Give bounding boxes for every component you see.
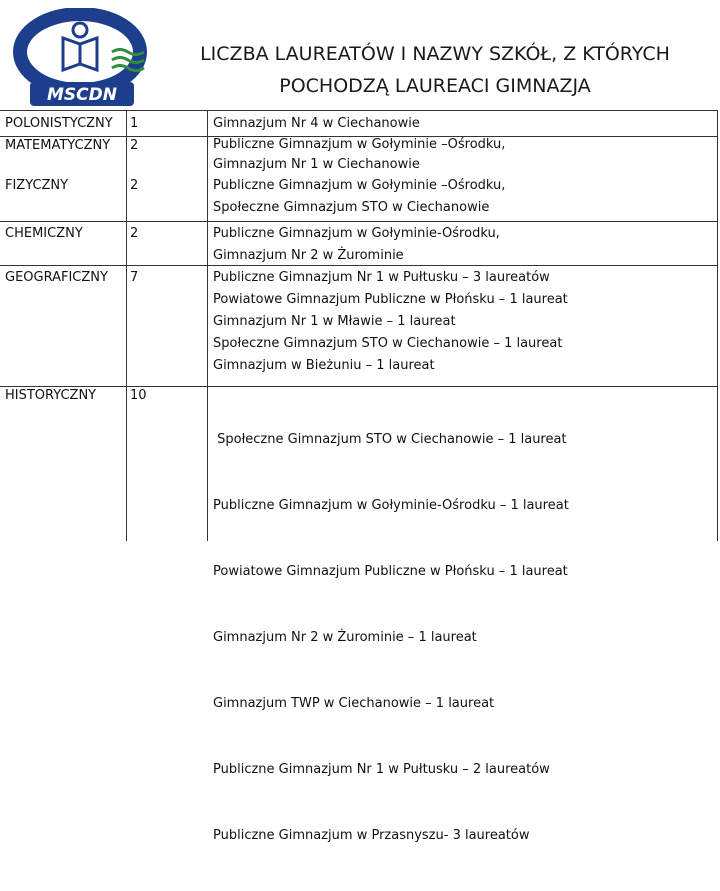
column-divider — [126, 111, 127, 541]
school-line: Powiatowe Gimnazjum Publiczne w Płońsku – 1 laureat — [213, 564, 568, 579]
subject-fizyczny: FIZYCZNY — [5, 178, 69, 193]
school-line: Gimnazjum Nr 1 w Mławie – 1 laureat — [213, 314, 456, 329]
school-line: Publiczne Gimnazjum w Przasnyszu- 3 laureatów — [213, 828, 530, 843]
school-line: Publiczne Gimnazjum w Gołyminie-Ośrodku – 1 laureat — [213, 498, 569, 513]
school-line: Gimnazjum Nr 1 w Ciechanowie — [213, 157, 420, 172]
title-line-2: POCHODZĄ LAUREACI GIMNAZJA — [279, 75, 591, 97]
school-line: Publiczne Gimnazjum Nr 1 w Pułtusku – 2 laureatów — [213, 762, 550, 777]
school-line: Gimnazjum w Bieżuniu – 1 laureat — [213, 358, 435, 373]
schools-fizyczny — [213, 175, 505, 219]
count-geograficzny: 7 — [130, 270, 139, 285]
school-line: Społeczne Gimnazjum STO w Ciechanowie – 1 laureat — [213, 336, 563, 351]
schools-historyczny — [213, 385, 569, 891]
school-line: Społeczne Gimnazjum STO w Ciechanowie – 1 laureat — [213, 432, 567, 447]
school-line: Gimnazjum Nr 2 w Żurominie — [213, 248, 404, 263]
school-line: Publiczne Gimnazjum w Gołyminie-Ośrodku, — [213, 226, 500, 241]
column-divider — [207, 111, 208, 541]
count-polonistyczny: 1 — [130, 116, 139, 131]
school-line: Gimnazjum Nr 2 w Żurominie – 1 laureat — [213, 630, 477, 645]
logo-text: MSCDN — [47, 85, 117, 105]
school-line: Publiczne Gimnazjum Nr 1 w Pułtusku – 3 laureatów — [213, 270, 550, 285]
subject-chemiczny: CHEMICZNY — [5, 226, 83, 241]
subject-historyczny: HISTORYCZNY — [5, 388, 97, 403]
count-chemiczny: 2 — [130, 226, 139, 241]
torch-flame-icon — [73, 23, 87, 37]
school-line: Gimnazjum Nr 4 w Ciechanowie — [213, 116, 420, 131]
school-line: Powiatowe Gimnazjum Publiczne w Płońsku – 1 laureat — [213, 292, 568, 307]
column-divider — [717, 111, 718, 541]
laureates-table — [0, 110, 718, 843]
school-line: Społeczne Gimnazjum STO w Ciechanowie — [213, 200, 490, 215]
count-historyczny: 10 — [130, 388, 147, 403]
schools-chemiczny — [213, 223, 500, 267]
count-fizyczny: 2 — [130, 178, 139, 193]
page-title — [180, 38, 690, 102]
subject-polonistyczny: POLONISTYCZNY — [5, 116, 113, 131]
schools-matematyczny — [213, 135, 505, 175]
row-divider — [0, 221, 718, 222]
school-line: Publiczne Gimnazjum w Gołyminie –Ośrodku, — [213, 137, 506, 152]
title-line-1: LICZBA LAUREATÓW I NAZWY SZKÓŁ, Z KTÓRYCH — [200, 43, 670, 65]
schools-geograficzny — [213, 267, 568, 377]
mscdn-logo — [8, 8, 168, 108]
subject-matematyczny: MATEMATYCZNY — [5, 138, 111, 153]
count-matematyczny: 2 — [130, 138, 139, 153]
school-line: Publiczne Gimnazjum w Gołyminie –Ośrodku, — [213, 178, 506, 193]
subject-geograficzny: GEOGRAFICZNY — [5, 270, 108, 285]
schools-polonistyczny — [213, 113, 420, 135]
school-line: Gimnazjum TWP w Ciechanowie – 1 laureat — [213, 696, 495, 711]
